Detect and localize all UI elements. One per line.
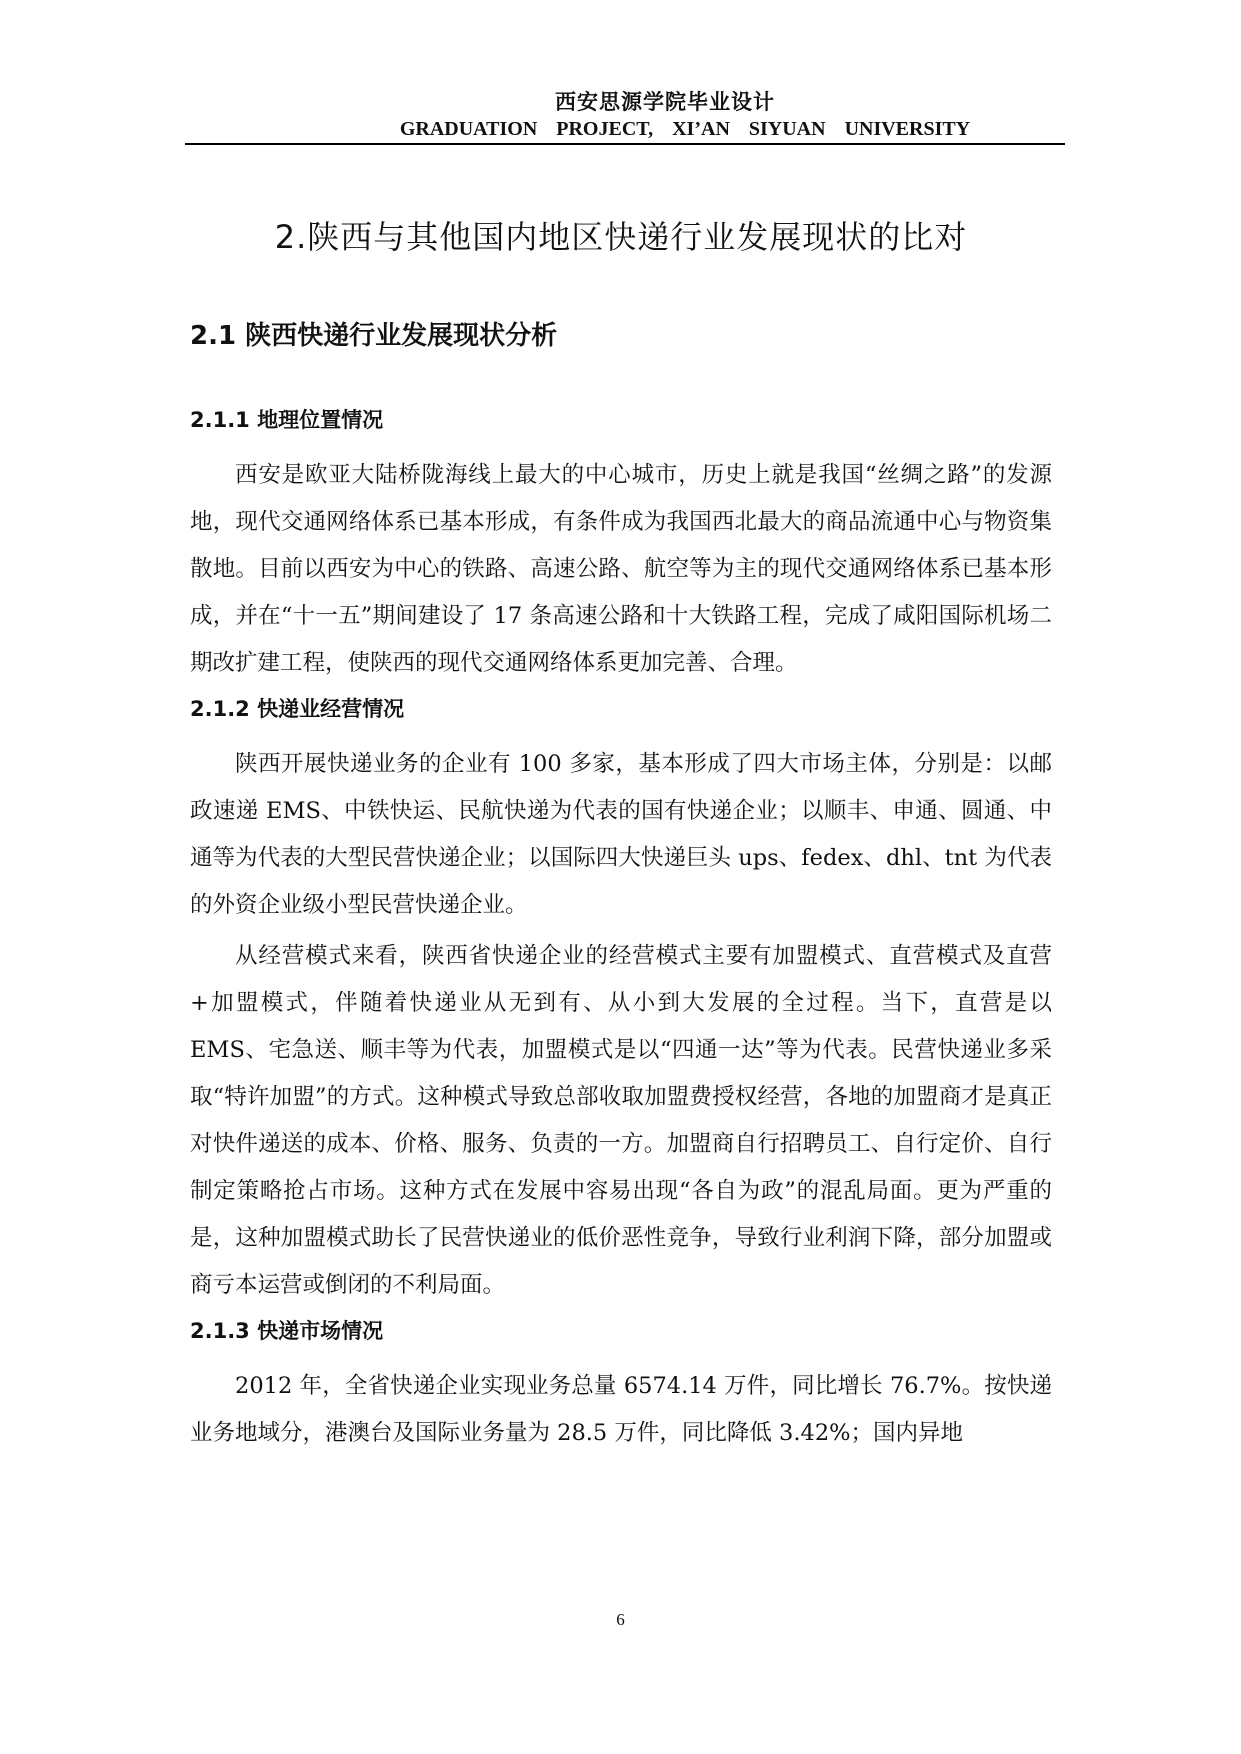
- subsection: [190, 402, 1052, 687]
- page-header: [185, 88, 1065, 142]
- subsection: [190, 691, 1052, 1309]
- section-title: 2.1 陕西快递行业发展现状分析: [190, 321, 558, 351]
- subsection-title: 2.1.2 快递业经营情况: [190, 697, 405, 721]
- header-divider: [185, 143, 1065, 145]
- chapter-title: 2.陕西与其他国内地区快递行业发展现状的比对: [274, 218, 968, 256]
- paragraph: 陕西开展快递业务的企业有 100 多家，基本形成了四大市场主体，分别是：以邮政速递 EMS、中铁快运、民航快递为代表的国有快递企业；以顺丰、申通、圆通、中通等为代表的大型民营快递企业；以国际四大快递巨头 ups、fedex、dhl、tnt 为代表的外资企业级小型民营快递企业。: [190, 751, 1052, 918]
- subsection: [190, 1313, 1052, 1457]
- header-university-cn: 西安思源学院毕业设计: [555, 90, 775, 114]
- paragraph: 西安是欧亚大陆桥陇海线上最大的中心城市，历史上就是我国“丝绸之路”的发源地，现代交通网络体系已基本形成，有条件成为我国西北最大的商品流通中心与物资集散地。目前以西安为中心的铁路、高速公路、航空等为主的现代交通网络体系已基本形成，并在“十一五”期间建设了 17 条高速公路和十大铁路工程，完成了咸阳国际机场二期改扩建工程，使陕西的现代交通网络体系更加完善、合理。: [190, 462, 1052, 676]
- page-number: 6: [616, 1610, 625, 1629]
- page-body: [190, 212, 1052, 1461]
- subsection-title: 2.1.1 地理位置情况: [190, 408, 384, 432]
- subsection-title: 2.1.3 快递市场情况: [190, 1319, 384, 1343]
- paragraph: 2012 年，全省快递企业实现业务总量 6574.14 万件，同比增长 76.7%。按快递业务地域分，港澳台及国际业务量为 28.5 万件，同比降低 3.42%；国内异地: [190, 1373, 1052, 1446]
- header-university-en: GRADUATION PROJECT, XI’AN SIYUAN UNIVERSITY: [399, 118, 971, 140]
- paragraph: 从经营模式来看，陕西省快递企业的经营模式主要有加盟模式、直营模式及直营+加盟模式，伴随着快递业从无到有、从小到大发展的全过程。当下，直营是以 EMS、宅急送、顺丰等为代表，加盟模式是以“四通一达”等为代表。民营快递业多采取“特许加盟”的方式。这种模式导致总部收取加盟费授权经营，各地的加盟商才是真正对快件递送的成本、价格、服务、负责的一方。加盟商自行招聘员工、自行定价、自行制定策略抢占市场。这种方式在发展中容易出现“各自为政”的混乱局面。更为严重的是，这种加盟模式助长了民营快递业的低价恶性竞争，导致行业利润下降，部分加盟或商亏本运营或倒闭的不利局面。: [190, 943, 1052, 1298]
